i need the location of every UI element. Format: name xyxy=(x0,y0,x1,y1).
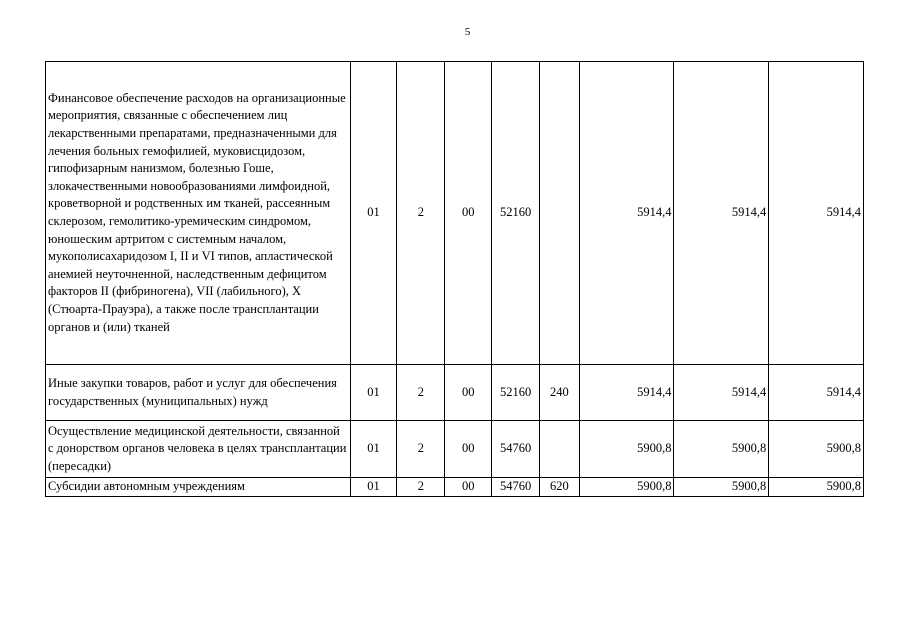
amount-year-1: 5900,8 xyxy=(579,478,674,497)
amount-year-3: 5900,8 xyxy=(769,421,864,478)
expense-type-code: 620 xyxy=(540,478,580,497)
table-row xyxy=(46,478,864,497)
expense-type-code xyxy=(540,62,580,365)
subprogram-code: 00 xyxy=(445,421,492,478)
section-code: 01 xyxy=(350,365,397,421)
program-code: 2 xyxy=(397,62,445,365)
amount-year-2: 5900,8 xyxy=(674,478,769,497)
direction-code: 54760 xyxy=(492,478,540,497)
section-code: 01 xyxy=(350,62,397,365)
amount-year-3: 5914,4 xyxy=(769,62,864,365)
amount-year-3: 5900,8 xyxy=(769,478,864,497)
program-code: 2 xyxy=(397,478,445,497)
subprogram-code: 00 xyxy=(445,62,492,365)
expense-type-code xyxy=(540,421,580,478)
row-description: Иные закупки товаров, работ и услуг для обеспечения государственных (муниципальных) нужд xyxy=(46,365,351,421)
direction-code: 52160 xyxy=(492,365,540,421)
row-description: Осуществление медицинской деятельности, связанной с донорством органов человека в целях трансплантации (пересадки) xyxy=(46,421,351,478)
row-description: Субсидии автономным учреждениям xyxy=(46,478,351,497)
budget-table xyxy=(45,61,864,497)
table-row xyxy=(46,421,864,478)
amount-year-2: 5900,8 xyxy=(674,421,769,478)
amount-year-3: 5914,4 xyxy=(769,365,864,421)
table-row xyxy=(46,62,864,365)
program-code: 2 xyxy=(397,421,445,478)
direction-code: 52160 xyxy=(492,62,540,365)
program-code: 2 xyxy=(397,365,445,421)
section-code: 01 xyxy=(350,478,397,497)
page-number: 5 xyxy=(464,26,471,38)
amount-year-1: 5900,8 xyxy=(579,421,674,478)
section-code: 01 xyxy=(350,421,397,478)
amount-year-1: 5914,4 xyxy=(579,62,674,365)
subprogram-code: 00 xyxy=(445,478,492,497)
direction-code: 54760 xyxy=(492,421,540,478)
table-row xyxy=(46,365,864,421)
row-description: Финансовое обеспечение расходов на организационные мероприятия, связанные с обеспечением лиц лекарственными препаратами, предназначенными для лечения больных гемофилией, муковисцидозом, гипофизарным нанизмом, болезнью Гоше, злокачественными новообразованиями лимфоидной, кроветворной и родственных им тканей, рассеянным склерозом, гемолитико-уремическим синдромом, юношеским артритом с системным началом, мукополисахаридозом I, II и VI типов, апластической анемией неуточненной, наследственным дефицитом факторов II (фибриногена), VII (лабильного), X (Стюарта-Прауэра), а также после трансплантации органов и (или) тканей xyxy=(46,62,351,365)
subprogram-code: 00 xyxy=(445,365,492,421)
expense-type-code: 240 xyxy=(540,365,580,421)
amount-year-1: 5914,4 xyxy=(579,365,674,421)
amount-year-2: 5914,4 xyxy=(674,365,769,421)
amount-year-2: 5914,4 xyxy=(674,62,769,365)
